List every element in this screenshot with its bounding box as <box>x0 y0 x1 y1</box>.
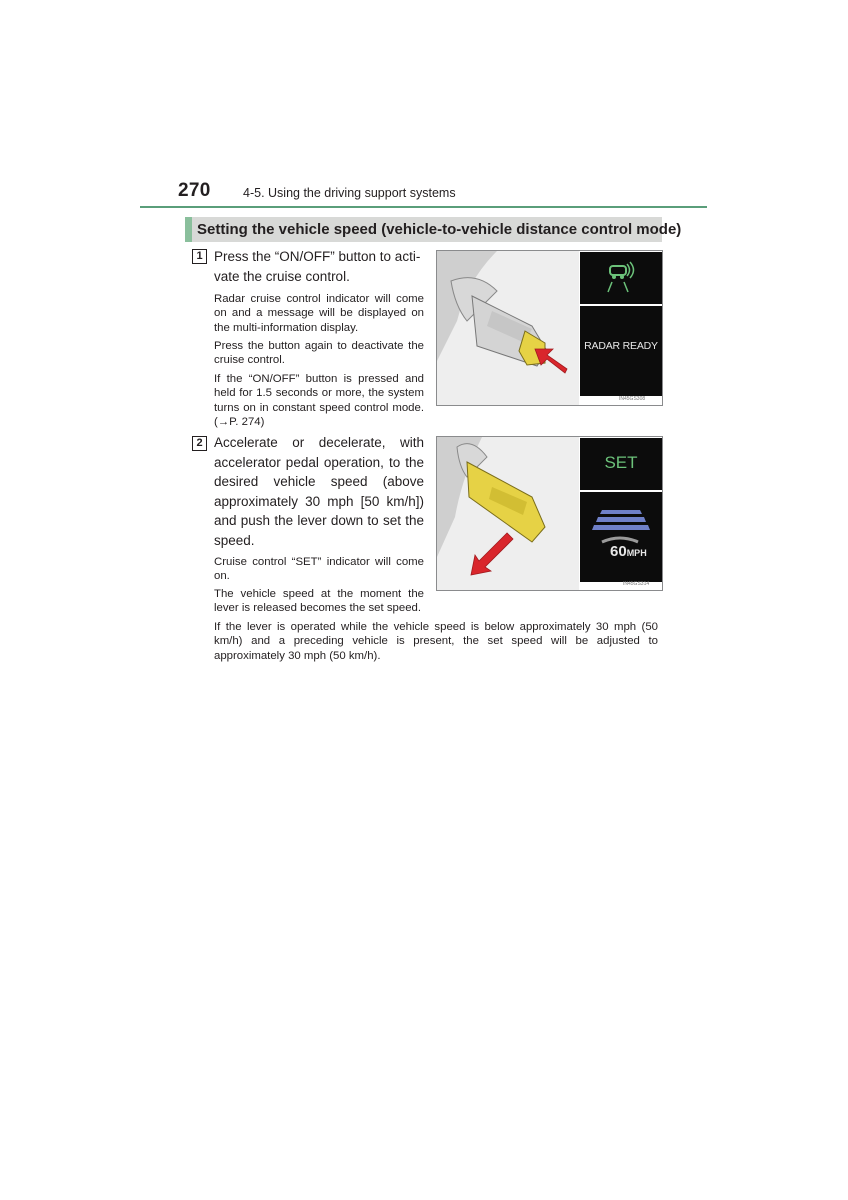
header-rule <box>140 206 707 208</box>
figure-2 <box>436 436 663 591</box>
step-1-note-1: Radar cruise control indicator will come on and a message will be displayed on the multi-information display. <box>214 293 424 334</box>
step-1-note-2: Press the button again to deactivate the cruise control. <box>214 340 424 367</box>
radar-ready-message: RADAR READY <box>584 340 658 352</box>
set-indicator-panel <box>580 438 662 490</box>
radar-indicator-panel <box>580 252 662 304</box>
step-1-text-line1: Press the “ON/OFF” button to acti- <box>214 249 421 264</box>
step-number-2: 2 <box>192 436 207 451</box>
step-1-text-line2: vate the cruise control. <box>214 268 350 284</box>
figure-2-code: IN45GS314 <box>623 581 650 587</box>
figure-1 <box>436 250 663 406</box>
step-2-text: Accelerate or decelerate, with accelerator pedal operation, to the desired vehicle speed (above approximately 30 mph [50 km/h]) and push the lever down to set the speed. <box>214 435 424 548</box>
set-speed-readout <box>610 543 647 561</box>
multi-info-display-2 <box>580 492 662 582</box>
multi-info-display-1 <box>580 306 662 396</box>
bottom-note: If the lever is operated while the vehicle speed is below approximately 30 mph (50 km/h) and a preceding vehicle is present, the set speed will be adjusted to approximately 30 mph (50 km/h). <box>214 621 658 662</box>
step-2-note-2: The vehicle speed at the moment the lever is released becomes the set speed. <box>214 588 424 615</box>
page-number: 270 <box>178 180 211 201</box>
set-speed-unit: MPH <box>626 548 647 558</box>
set-indicator: SET <box>604 453 638 472</box>
step-1-text <box>214 247 426 286</box>
section-title: 4-5. Using the driving support systems <box>243 186 456 200</box>
heading-title: Setting the vehicle speed (vehicle-to-vehicle distance control mode) <box>197 221 682 238</box>
step-number-1: 1 <box>192 249 207 264</box>
set-speed-value: 60 <box>610 543 627 560</box>
step-2-note-1: Cruise control “SET” indicator will come on. <box>214 556 424 583</box>
radar-cruise-indicator-icon <box>580 252 662 304</box>
figure-1-code: IN45GS308 <box>619 396 646 402</box>
step-1-note-3: If the “ON/OFF” button is pressed and held for 1.5 seconds or more, the system turns on in constant speed control mode. (→P. 274) <box>214 373 424 428</box>
